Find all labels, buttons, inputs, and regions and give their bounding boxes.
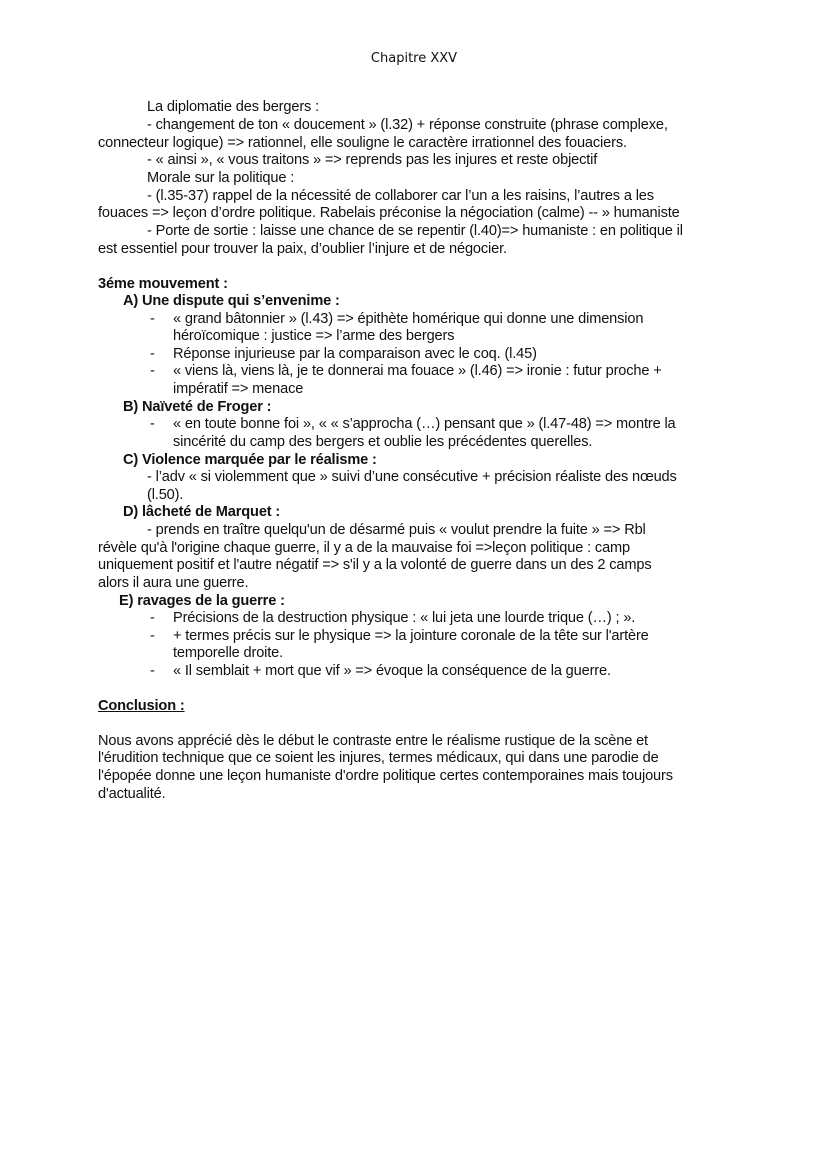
- text-line: - prends en traître quelqu'un de désarmé puis « voulut prendre la fuite » => Rbl: [147, 522, 646, 538]
- text-line: (l.50).: [147, 487, 184, 503]
- text-line: fouaces => leçon d’ordre politique. Rabelais préconise la négociation (calme) -- » humaniste: [98, 205, 680, 221]
- list-item: sincérité du camp des bergers et oublie les précédentes querelles.: [173, 434, 593, 450]
- list-item: + termes précis sur le physique => la jointure coronale de la tête sur l'artère: [173, 628, 649, 644]
- text-line: alors il aura une guerre.: [98, 575, 249, 591]
- text-line: l'érudition technique que ce soient les injures, termes médicaux, qui dans une parodie de: [98, 750, 659, 766]
- heading-b: B) Naïveté de Froger :: [123, 399, 272, 415]
- list-item: « grand bâtonnier » (l.43) => épithète homérique qui donne une dimension: [173, 311, 644, 327]
- bullet-dash: -: [150, 363, 155, 379]
- text-line: uniquement positif et l'autre négatif => s'il y a la volonté de guerre dans un des 2 camps: [98, 557, 652, 573]
- list-item: Réponse injurieuse par la comparaison avec le coq. (l.45): [173, 346, 537, 362]
- bullet-dash: -: [150, 628, 155, 644]
- text-line: - (l.35-37) rappel de la nécessité de collaborer car l’un a les raisins, l’autres a les: [147, 188, 654, 204]
- subheading: Morale sur la politique :: [147, 170, 295, 186]
- conclusion-title: Conclusion :: [98, 698, 185, 714]
- list-item: temporelle droite.: [173, 645, 284, 661]
- text-line: - changement de ton « doucement » (l.32) + réponse construite (phrase complexe,: [147, 117, 668, 133]
- text-line: - « ainsi », « vous traitons » => reprends pas les injures et reste objectif: [147, 152, 598, 168]
- heading-a: A) Une dispute qui s’envenime :: [123, 293, 340, 309]
- list-item: Précisions de la destruction physique : « lui jeta une lourde trique (…) ; ».: [173, 610, 636, 626]
- text-line: - l’adv « si violemment que » suivi d’une consécutive + précision réaliste des nœuds: [147, 469, 677, 485]
- list-item: « Il semblait + mort que vif » => évoque la conséquence de la guerre.: [173, 663, 611, 679]
- page-header: Chapitre XXV: [370, 51, 458, 66]
- bullet-dash: -: [150, 346, 155, 362]
- text-line: Nous avons apprécié dès le début le contraste entre le réalisme rustique de la scène et: [98, 733, 648, 749]
- text-line: révèle qu'à l'origine chaque guerre, il y a de la mauvaise foi =>leçon politique : camp: [98, 540, 631, 556]
- list-item: impératif => menace: [173, 381, 304, 397]
- list-item: héroïcomique : justice => l’arme des bergers: [173, 328, 455, 344]
- heading-d: D) lâcheté de Marquet :: [123, 504, 281, 520]
- bullet-dash: -: [150, 663, 155, 679]
- text-line: est essentiel pour trouver la paix, d’oublier l’injure et de négocier.: [98, 241, 507, 257]
- text-line: l'épopée donne une leçon humaniste d'ordre politique certes contemporaines mais toujours: [98, 768, 673, 784]
- bullet-dash: -: [150, 416, 155, 432]
- list-item: « en toute bonne foi », « « s’approcha (…) pensant que » (l.47-48) => montre la: [173, 416, 676, 432]
- subheading: La diplomatie des bergers :: [147, 99, 319, 115]
- list-item: « viens là, viens là, je te donnerai ma fouace » (l.46) => ironie : futur proche +: [173, 363, 662, 379]
- text-line: connecteur logique) => rationnel, elle souligne le caractère irrationnel des fouaciers.: [98, 135, 627, 151]
- section-title: 3éme mouvement :: [98, 276, 228, 292]
- text-line: d'actualité.: [98, 786, 166, 802]
- bullet-dash: -: [150, 610, 155, 626]
- bullet-dash: -: [150, 311, 155, 327]
- heading-e: E) ravages de la guerre :: [119, 593, 285, 609]
- heading-c: C) Violence marquée par le réalisme :: [123, 452, 377, 468]
- text-line: - Porte de sortie : laisse une chance de se repentir (l.40)=> humaniste : en politique il: [147, 223, 683, 239]
